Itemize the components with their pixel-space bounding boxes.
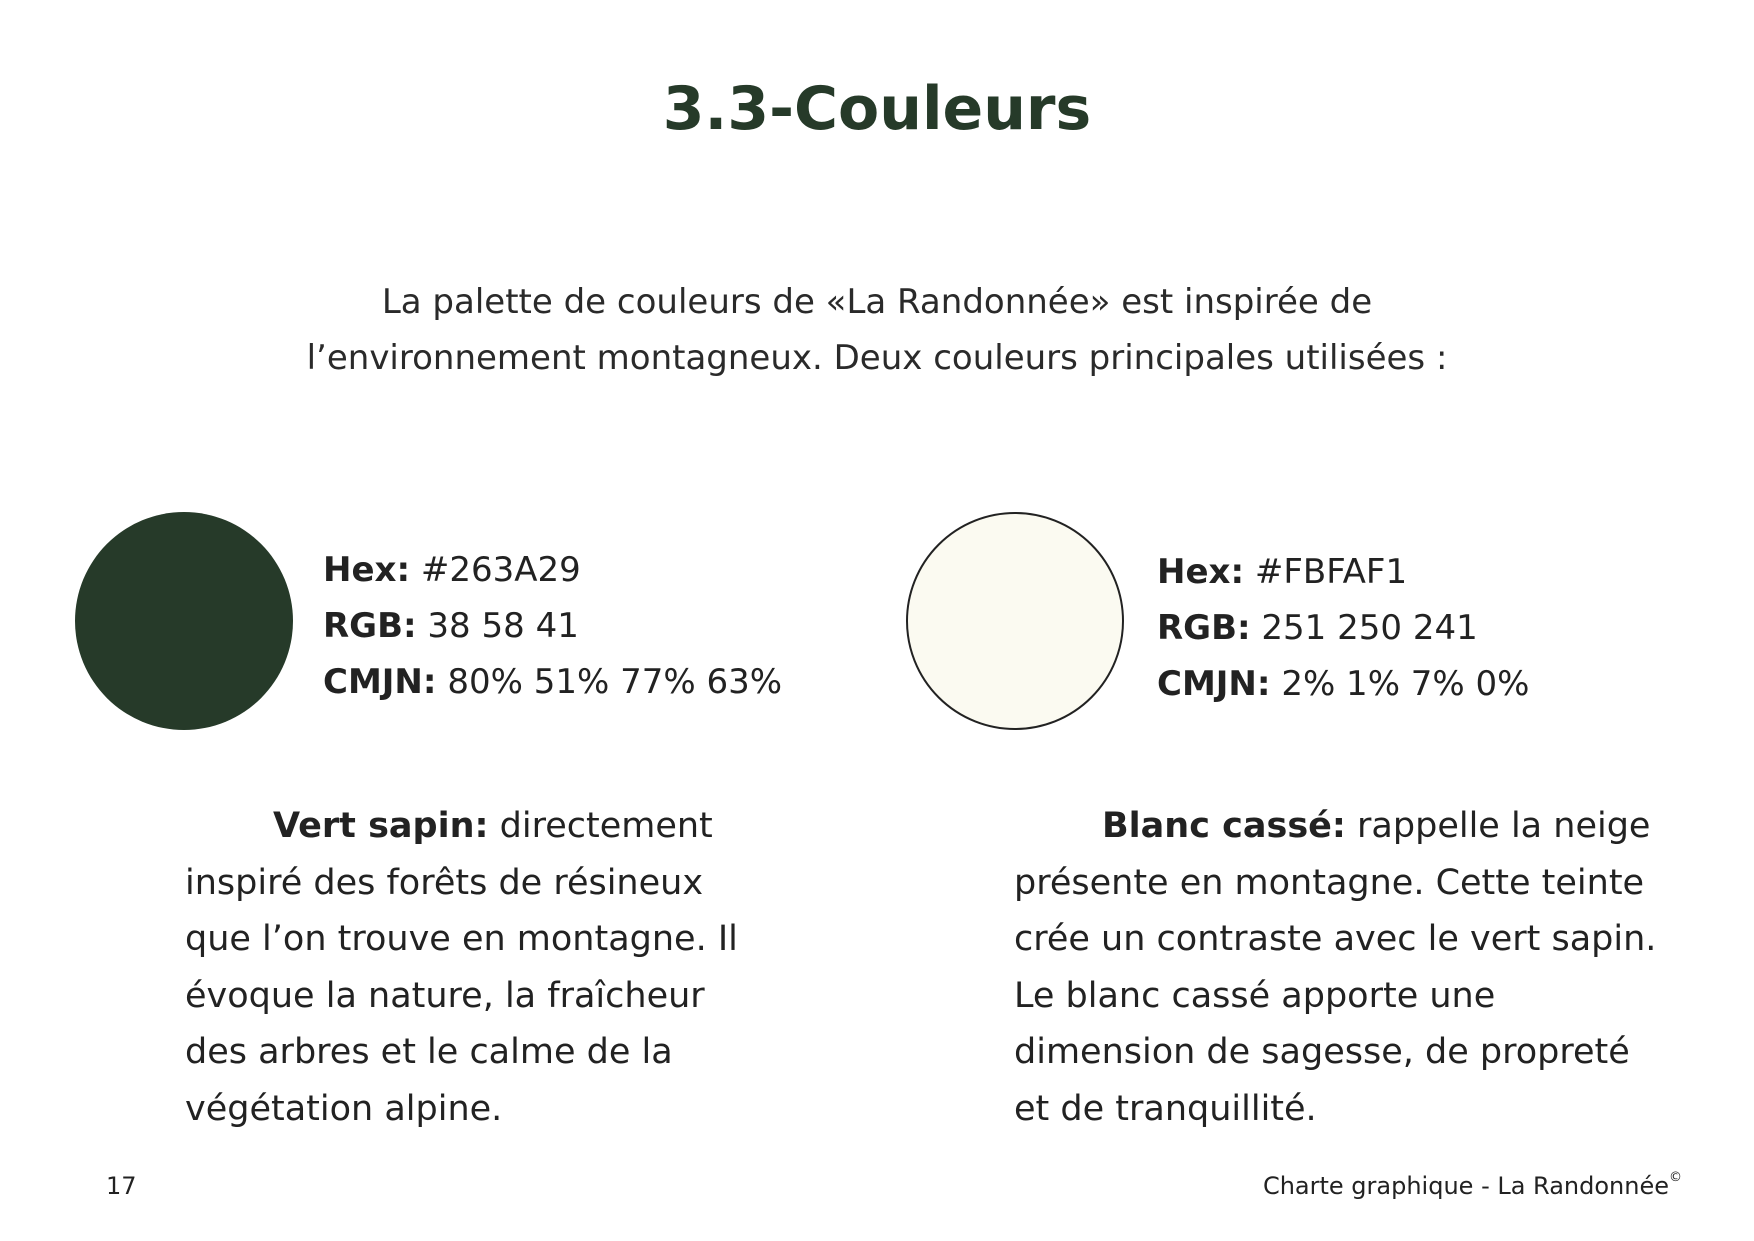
color-name: Blanc cassé: [1102, 806, 1346, 846]
hex-label: Hex: [323, 550, 411, 590]
hex-row [1157, 544, 1530, 600]
cmjn-row [1157, 656, 1530, 712]
rgb-row [1157, 600, 1530, 656]
color-description: directement inspiré des forêts de résineux que l’on trouve en montagne. Il évoque la nature, la fraîcheur des arbres et le calme de la végétation alpine. [185, 806, 738, 1129]
footer-text [1263, 1172, 1682, 1200]
cmjn-row [323, 654, 782, 710]
rgb-row [323, 598, 782, 654]
page-title: 3.3-Couleurs [662, 74, 1092, 144]
description-vert-sapin [185, 798, 765, 1137]
intro-paragraph [200, 274, 1554, 386]
copyright-mark: © [1669, 1170, 1682, 1185]
cmjn-label: CMJN: [1157, 664, 1271, 704]
hex-label: Hex: [1157, 552, 1245, 592]
description-blanc-casse [1014, 798, 1674, 1137]
hex-row [323, 542, 782, 598]
intro-line-1: La palette de couleurs de «La Randonnée» est inspirée de [381, 282, 1373, 322]
rgb-label: RGB: [323, 606, 417, 646]
cmjn-label: CMJN: [323, 662, 437, 702]
color-swatch-vert-sapin [75, 512, 293, 730]
color-codes-blanc-casse [1157, 544, 1530, 712]
cmjn-value: 80% 51% 77% 63% [447, 662, 783, 702]
rgb-value: 251 250 241 [1261, 608, 1478, 648]
cmjn-value: 2% 1% 7% 0% [1281, 664, 1530, 704]
color-name: Vert sapin: [273, 806, 489, 846]
hex-value: #FBFAF1 [1254, 552, 1408, 592]
rgb-value: 38 58 41 [427, 606, 579, 646]
color-description: rappelle la neige présente en montagne. Cette teinte crée un contraste avec le vert sapin. Le blanc cassé apporte une dimension de sagesse, de propreté et de tranquillité. [1014, 806, 1657, 1129]
color-swatch-blanc-casse [906, 512, 1124, 730]
color-codes-vert-sapin [323, 542, 782, 710]
page-number: 17 [106, 1172, 137, 1200]
footer-title: Charte graphique - La Randonnée [1262, 1172, 1669, 1200]
intro-line-2: l’environnement montagneux. Deux couleurs principales utilisées : [306, 338, 1448, 378]
rgb-label: RGB: [1157, 608, 1251, 648]
hex-value: #263A29 [420, 550, 581, 590]
